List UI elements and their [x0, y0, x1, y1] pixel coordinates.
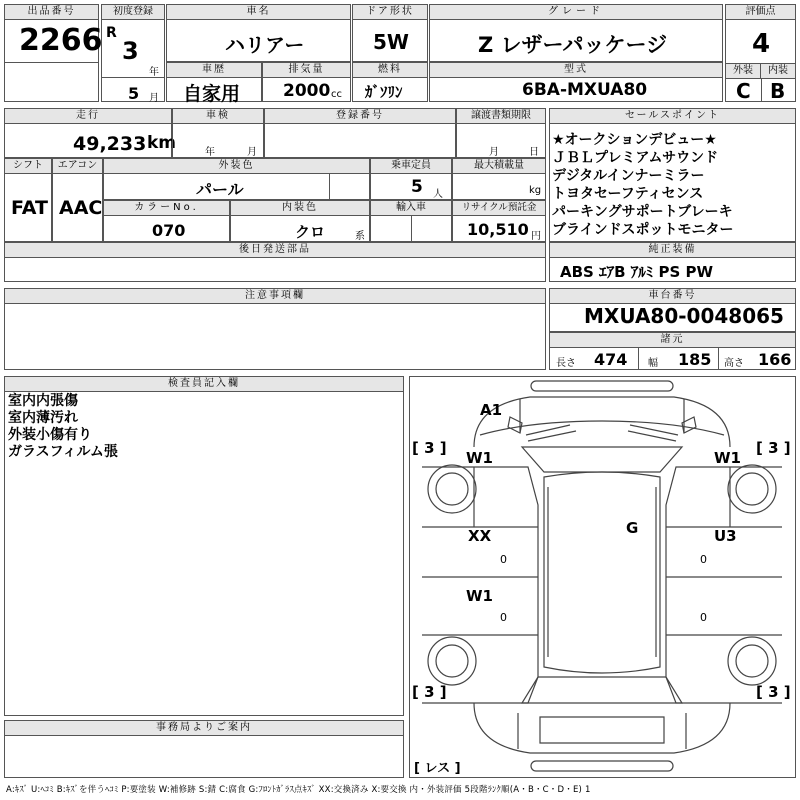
car-name-cell — [166, 4, 351, 62]
length-label: 長さ — [556, 358, 576, 369]
shift: FAT — [11, 197, 48, 219]
later-parts-header: 後日発送部品 — [5, 243, 545, 258]
month-unit: 月 — [149, 93, 159, 104]
capacity: 5 — [411, 177, 423, 197]
score: 4 — [752, 29, 771, 59]
transfer-header: 譲渡書類期限 — [457, 109, 545, 124]
score-header: 評価点 — [726, 5, 795, 20]
zero-rear-right: 0 — [700, 611, 707, 624]
sales-point-4: トヨタセーフティセンス — [552, 186, 704, 202]
inspector-note-4: ガラスフィルム張 — [8, 444, 118, 460]
office-cell — [4, 720, 404, 778]
model-cell — [429, 62, 723, 102]
capacity-header: 乗車定員 — [371, 159, 451, 174]
inspector-note-2: 室内薄汚れ — [8, 410, 78, 426]
kg-unit: kg — [529, 185, 542, 196]
int-color-unit: 系 — [355, 231, 365, 242]
damage-roof: G — [626, 519, 639, 537]
recycle-cell — [452, 200, 546, 242]
aircon: AAC — [59, 197, 103, 219]
zero-mid-right: 0 — [700, 553, 707, 566]
recycle-amount: 10,510 — [467, 220, 529, 239]
cautions-header: 注意事項欄 — [5, 289, 545, 304]
office-header: 事務局よりご案内 — [5, 721, 403, 736]
mileage: 49,233 — [73, 133, 147, 155]
damage-front-left: W1 — [466, 449, 493, 467]
registration-header: 登録番号 — [265, 109, 455, 124]
era: R — [106, 25, 117, 41]
inspection-header: 車検 — [173, 109, 263, 124]
sales-points-cell — [549, 108, 796, 242]
displacement-cell — [262, 62, 351, 102]
grade: Z レザーパッケージ — [478, 33, 668, 57]
inspector-header: 検査員記入欄 — [5, 377, 403, 392]
mileage-cell — [4, 108, 177, 158]
ext-color: パール — [196, 180, 244, 199]
fuel-cell — [352, 62, 428, 102]
lot-number: 2266 — [19, 23, 103, 58]
int-score: B — [770, 79, 786, 103]
tire-rear-left: [ 3 ] — [412, 683, 447, 701]
mileage-header: 走行 — [5, 109, 171, 124]
door-type: 5W — [373, 30, 409, 54]
mileage-unit: km — [147, 133, 177, 153]
dims-header: 諸元 — [550, 333, 795, 348]
import-header: 輸入車 — [371, 201, 451, 216]
ext-color-header: 外装色 — [104, 159, 369, 174]
grade-cell — [429, 4, 723, 62]
inspection-cell — [172, 108, 264, 158]
ext-score: C — [736, 79, 751, 103]
registration-cell — [264, 108, 456, 158]
length: 474 — [594, 350, 628, 369]
sales-point-1: ★オークションデビュー★ — [552, 132, 717, 148]
cc-unit: cc — [331, 89, 342, 100]
reg-year: 3 — [122, 37, 139, 65]
car-outline — [410, 377, 795, 777]
capacity-cell — [370, 158, 452, 200]
sales-point-2: ＪＢＬプレミアムサウンド — [552, 150, 719, 166]
legend: A:ｷｽﾞ U:ﾍｺﾐ B:ｷｽﾞを伴うﾍｺﾐ P:要塗装 W:補修跡 S:錆 C:腐食 G:ﾌﾛﾝﾄｶﾞﾗｽ点ｷｽﾞ XX:交換済み X:要交換 内・外装評価 5段階ﾗﾝｸ順(A・B・C・D・E) 1 — [6, 785, 591, 795]
width: 185 — [678, 350, 712, 369]
chassis-cell — [549, 288, 796, 332]
color-no: 070 — [152, 221, 186, 240]
displacement-header: 排気量 — [263, 63, 350, 78]
sales-point-5: パーキングサポートブレーキ — [552, 204, 733, 220]
tire-front-left: [ 3 ] — [412, 439, 447, 457]
yen-unit: 円 — [531, 231, 541, 242]
sales-points-header: セールスポイント — [550, 109, 795, 124]
car-diagram — [409, 376, 796, 778]
car-name: ハリアー — [225, 33, 305, 57]
import-cell — [370, 200, 452, 242]
recycle-header: リサイクル預託金 — [453, 201, 545, 216]
int-color-header: 内装色 — [231, 201, 369, 216]
chassis-header: 車台番号 — [550, 289, 795, 304]
color-no-header: カラーNo. — [104, 201, 229, 216]
spare-tire: [ レス ] — [414, 761, 461, 776]
grade-header: グレード — [430, 5, 722, 20]
damage-mid-right: U3 — [714, 527, 737, 545]
model: 6BA-MXUA80 — [522, 80, 648, 100]
max-load-header: 最大積載量 — [453, 159, 545, 174]
inspector-note-3: 外装小傷有り — [8, 427, 92, 443]
height-label: 高さ — [724, 358, 744, 369]
color-no-cell — [103, 200, 230, 242]
equipment: ABS ｴｱB ｱﾙﾐ PS PW — [560, 263, 714, 281]
fuel: ｶﾞｿﾘﾝ — [365, 83, 403, 101]
inspector-cell — [4, 376, 404, 716]
cautions-cell — [4, 288, 546, 370]
max-load-cell — [452, 158, 546, 200]
sales-point-3: デジタルインナーミラー — [552, 168, 705, 184]
history: 自家用 — [183, 83, 241, 105]
door-header: ドア形状 — [353, 5, 427, 20]
aircon-header: エアコン — [53, 159, 102, 174]
first-registration-header: 初度登録 — [102, 5, 164, 20]
damage-mid-left: XX — [468, 527, 492, 545]
dims-cell — [549, 332, 796, 370]
chassis-number: MXUA80-0048065 — [584, 304, 784, 328]
capacity-unit: 人 — [433, 189, 443, 200]
int-score-header: 内装 — [761, 64, 795, 79]
zero-mid-left: 0 — [500, 553, 507, 566]
transfer-day-unit: 日 — [529, 147, 539, 158]
height: 166 — [758, 350, 792, 369]
door-cell — [352, 4, 428, 62]
inspector-note-1: 室内内張傷 — [8, 393, 78, 409]
tire-front-right: [ 3 ] — [756, 439, 791, 457]
ext-color-cell — [103, 158, 370, 200]
damage-rear-left: W1 — [466, 587, 493, 605]
later-parts-cell — [4, 242, 546, 282]
damage-front: A1 — [480, 401, 503, 419]
shift-cell — [4, 158, 52, 242]
zero-rear-left: 0 — [500, 611, 507, 624]
reg-month: 5 — [128, 84, 140, 103]
lot-number-header: 出品番号 — [5, 5, 98, 20]
shift-header: シフト — [5, 159, 51, 174]
int-color: クロ — [295, 223, 326, 241]
damage-front-right: W1 — [714, 449, 741, 467]
ext-score-header: 外装 — [726, 64, 761, 79]
transfer-cell — [456, 108, 546, 158]
width-label: 幅 — [648, 358, 658, 369]
car-name-header: 車名 — [167, 5, 350, 20]
fuel-header: 燃料 — [353, 63, 427, 78]
year-unit: 年 — [149, 67, 159, 78]
model-header: 型式 — [430, 63, 722, 78]
aircon-cell — [52, 158, 103, 242]
insp-month-unit: 月 — [247, 147, 257, 158]
history-cell — [166, 62, 262, 105]
displacement: 2000 — [283, 81, 331, 101]
transfer-month-unit: 月 — [489, 147, 499, 158]
equipment-header: 純正装備 — [550, 243, 795, 258]
tire-rear-right: [ 3 ] — [756, 683, 791, 701]
equipment-cell — [549, 242, 796, 282]
insp-year-unit: 年 — [205, 147, 215, 158]
int-color-cell — [230, 200, 370, 242]
score-cell — [725, 4, 796, 102]
first-registration-cell — [101, 4, 165, 102]
lot-number-cell — [4, 4, 103, 102]
sales-point-6: ブラインドスポットモニター — [552, 222, 734, 238]
history-header: 車歴 — [167, 63, 261, 78]
